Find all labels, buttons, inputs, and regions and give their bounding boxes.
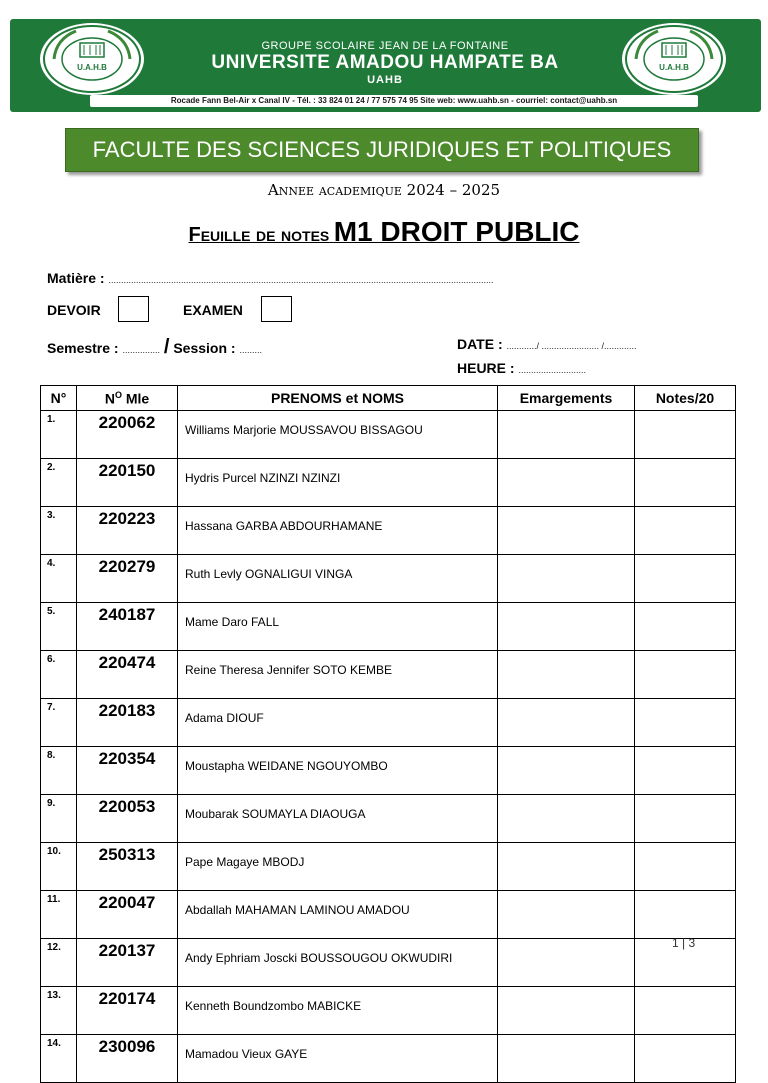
table-row (41, 939, 736, 987)
header-mle-prefix: N (104, 390, 115, 407)
student-id: 220223 (77, 507, 178, 555)
table-row (41, 747, 736, 795)
student-name: Mamadou Vieux GAYE (178, 1035, 498, 1083)
signature-cell[interactable] (498, 699, 635, 747)
header-signature: Emargements (498, 386, 635, 411)
grade-cell[interactable] (635, 747, 736, 795)
table-row (41, 603, 736, 651)
signature-cell[interactable] (498, 891, 635, 939)
student-name: Williams Marjorie MOUSSAVOU BISSAGOU (178, 411, 498, 459)
row-number: 4. (41, 555, 77, 603)
faculty-title: FACULTE DES SCIENCES JURIDIQUES ET POLITIQUES (65, 128, 699, 172)
student-id: 220354 (77, 747, 178, 795)
university-banner (10, 19, 761, 112)
student-name: Andy Ephriam Joscki BOUSSOUGOU OKWUDIRI (178, 939, 498, 987)
university-seal-left (40, 23, 144, 95)
student-id: 220137 (77, 939, 178, 987)
table-row (41, 891, 736, 939)
table-row (41, 459, 736, 507)
grade-cell[interactable] (635, 891, 736, 939)
semestre-dots: ............... (122, 345, 160, 355)
seal-icon (622, 23, 726, 95)
student-name: Hydris Purcel NZINZI NZINZI (178, 459, 498, 507)
signature-cell[interactable] (498, 1035, 635, 1083)
seal-text: U.A.H.B (77, 63, 107, 72)
examen-label: EXAMEN (183, 302, 243, 318)
row-number: 12. (41, 939, 77, 987)
table-row (41, 843, 736, 891)
matiere-dots: .......................................................................................................................................................... (108, 275, 494, 285)
student-name: Mame Daro FALL (178, 603, 498, 651)
slash-separator: / (163, 336, 170, 358)
row-number: 8. (41, 747, 77, 795)
contact-line: Rocade Fann Bel-Air x Canal IV - Tél. : 33 824 01 24 / 77 575 74 95 Site web: www.uahb.sn - courriel: contact@uahb.sn (90, 95, 698, 107)
table-row (41, 555, 736, 603)
row-number: 14. (41, 1035, 77, 1083)
date-dots: ............/ ....................... /............. (506, 341, 637, 351)
table-row (41, 987, 736, 1035)
grade-cell[interactable] (635, 507, 736, 555)
student-name: Pape Magaye MBODJ (178, 843, 498, 891)
row-number: 7. (41, 699, 77, 747)
row-number: 3. (41, 507, 77, 555)
grade-cell[interactable] (635, 603, 736, 651)
sheet-title-prefix: Feuille de notes (188, 224, 330, 246)
session-dots: ......... (239, 345, 262, 355)
university-acronym: UAHB (367, 74, 403, 86)
row-number: 1. (41, 411, 77, 459)
signature-cell[interactable] (498, 459, 635, 507)
student-id: 230096 (77, 1035, 178, 1083)
seal-icon (40, 23, 144, 95)
row-number: 10. (41, 843, 77, 891)
student-id: 220062 (77, 411, 178, 459)
matiere-field (47, 270, 494, 286)
heure-dots: ........................... (518, 365, 586, 375)
student-id: 220053 (77, 795, 178, 843)
sheet-title (0, 216, 768, 248)
date-field (457, 336, 637, 352)
table-header-row (41, 386, 736, 411)
table-row (41, 1035, 736, 1083)
student-id: 240187 (77, 603, 178, 651)
semestre-session-field (47, 336, 262, 359)
header-mle-suffix: Mle (121, 390, 150, 407)
grade-cell[interactable] (635, 459, 736, 507)
student-id: 220174 (77, 987, 178, 1035)
sheet-title-main: M1 DROIT PUBLIC (333, 216, 580, 247)
seal-text: U.A.H.B (659, 63, 689, 72)
page-number: 1 | 3 (672, 936, 696, 950)
devoir-checkbox[interactable] (118, 296, 149, 322)
heure-label: HEURE : (457, 360, 515, 376)
date-label: DATE : (457, 336, 503, 352)
table-row (41, 411, 736, 459)
student-name: Reine Theresa Jennifer SOTO KEMBE (178, 651, 498, 699)
signature-cell[interactable] (498, 795, 635, 843)
table-row (41, 795, 736, 843)
signature-cell[interactable] (498, 411, 635, 459)
row-number: 5. (41, 603, 77, 651)
header-name: PRENOMS et NOMS (178, 386, 498, 411)
signature-cell[interactable] (498, 747, 635, 795)
student-name: Abdallah MAHAMAN LAMINOU AMADOU (178, 891, 498, 939)
devoir-label: DEVOIR (47, 302, 101, 318)
header-grade: Notes/20 (635, 386, 736, 411)
signature-cell[interactable] (498, 651, 635, 699)
row-number: 6. (41, 651, 77, 699)
student-id: 220279 (77, 555, 178, 603)
heure-field (457, 360, 586, 376)
student-name: Moustapha WEIDANE NGOUYOMBO (178, 747, 498, 795)
grades-body (41, 411, 736, 1083)
header-num: N° (41, 386, 77, 411)
header-mle (77, 386, 178, 411)
student-name: Adama DIOUF (178, 699, 498, 747)
signature-cell[interactable] (498, 603, 635, 651)
row-number: 2. (41, 459, 77, 507)
student-id: 220150 (77, 459, 178, 507)
examen-checkbox[interactable] (261, 296, 292, 322)
table-row (41, 507, 736, 555)
row-number: 11. (41, 891, 77, 939)
table-row (41, 699, 736, 747)
grade-cell[interactable] (635, 651, 736, 699)
grade-cell[interactable] (635, 699, 736, 747)
university-seal-right (622, 23, 726, 95)
signature-cell[interactable] (498, 939, 635, 987)
signature-cell[interactable] (498, 987, 635, 1035)
row-number: 13. (41, 987, 77, 1035)
grade-cell[interactable] (635, 843, 736, 891)
grade-cell[interactable] (635, 987, 736, 1035)
student-name: Moubarak SOUMAYLA DIAOUGA (178, 795, 498, 843)
grades-table (40, 385, 736, 1083)
row-number: 9. (41, 795, 77, 843)
university-name: UNIVERSITE AMADOU HAMPATE BA (211, 52, 559, 73)
table-row (41, 651, 736, 699)
grade-cell[interactable] (635, 1035, 736, 1083)
student-id: 250313 (77, 843, 178, 891)
academic-year: Annee academique 2024 – 2025 (267, 181, 501, 199)
header-mle-sup: O (114, 389, 122, 400)
student-name: Kenneth Boundzombo MABICKE (178, 987, 498, 1035)
student-name: Hassana GARBA ABDOURHAMANE (178, 507, 498, 555)
grade-cell[interactable] (635, 795, 736, 843)
grade-cell[interactable] (635, 555, 736, 603)
group-name: GROUPE SCOLAIRE JEAN DE LA FONTAINE (261, 40, 509, 52)
signature-cell[interactable] (498, 507, 635, 555)
student-id: 220474 (77, 651, 178, 699)
student-id: 220047 (77, 891, 178, 939)
session-label: Session : (173, 340, 236, 356)
semestre-label: Semestre : (47, 340, 119, 356)
signature-cell[interactable] (498, 555, 635, 603)
student-name: Ruth Levly OGNALIGUI VINGA (178, 555, 498, 603)
matiere-label: Matière : (47, 270, 105, 286)
grade-cell[interactable] (635, 411, 736, 459)
signature-cell[interactable] (498, 843, 635, 891)
student-id: 220183 (77, 699, 178, 747)
